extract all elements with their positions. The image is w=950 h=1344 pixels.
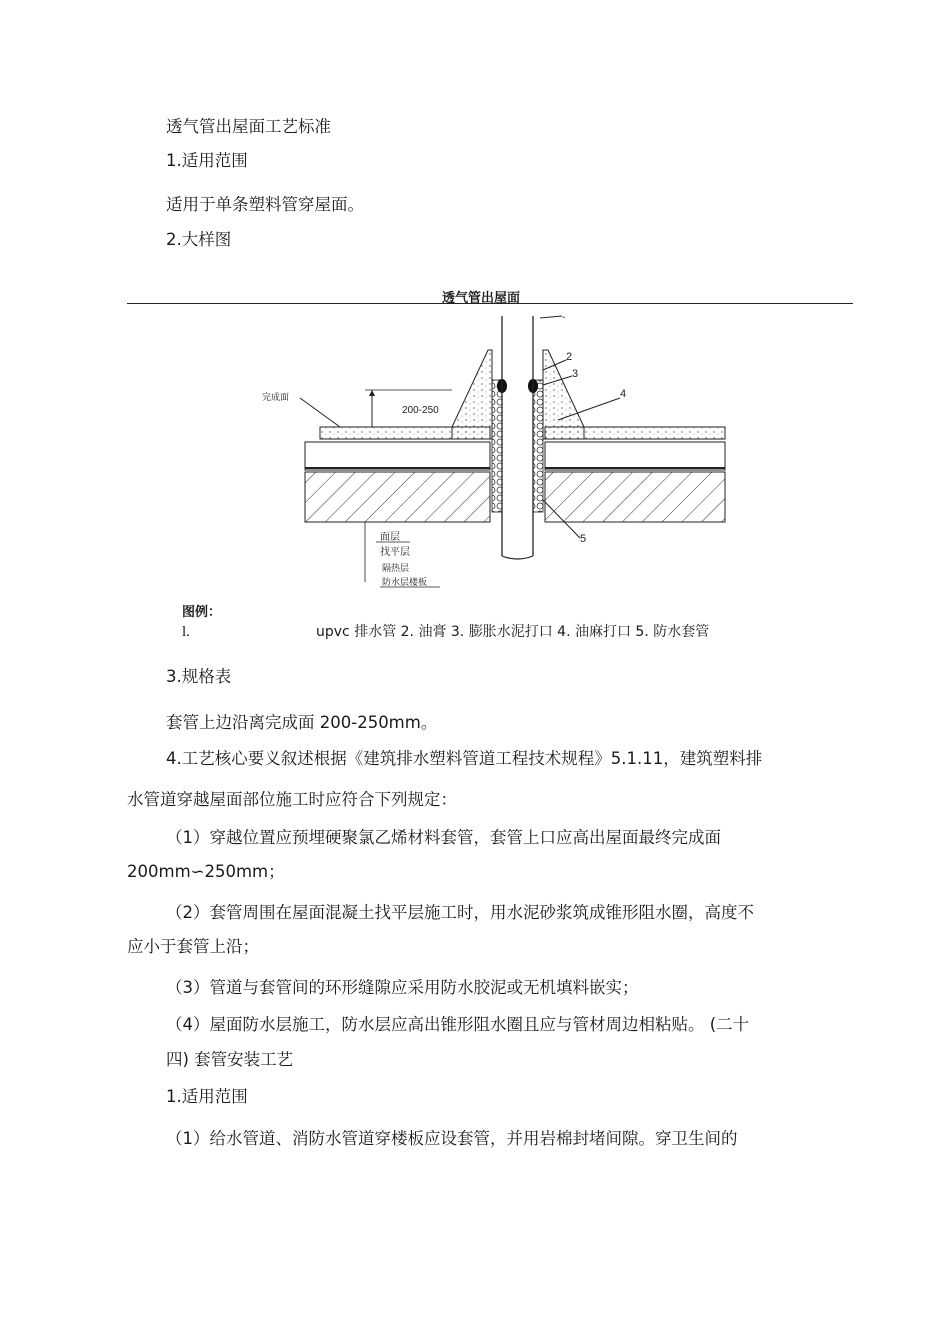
rule-4-line-1: （4）屋面防水层施工，防水层应高出锥形阻水圈且应与管材周边相粘贴。 (二十 xyxy=(166,1015,750,1034)
rule-3: （3）管道与套管间的环形缝隙应采用防水胶泥或无机填料嵌实； xyxy=(166,978,639,997)
rule-1-line-2: 200mm∽250mm； xyxy=(127,862,285,881)
legend-title: 图例： xyxy=(182,605,222,620)
core-paragraph-line-1: 4.工艺核心要义叙述根据《建筑排水塑料管道工程技术规程》5.1.11，建筑塑料排 xyxy=(166,749,763,768)
spec-text: 套管上边沿离完成面 200-250mm。 xyxy=(166,713,438,732)
scope-2-text: （1）给水管道、消防水管道穿楼板应设套管，并用岩棉封堵间隙。穿卫生间的 xyxy=(166,1129,738,1148)
insulation-layer-right xyxy=(545,442,725,470)
figure-rule xyxy=(127,303,853,304)
upvc-pipe xyxy=(502,316,533,559)
rule-2-line-1: （2）套管周围在屋面混凝土找平层施工时，用水泥砂浆筑成锥形阻水圈，高度不 xyxy=(166,903,754,922)
rule-4-line-2: 四) 套管安装工艺 xyxy=(166,1050,294,1069)
label-4: 4 xyxy=(620,388,627,400)
legend-number: l. xyxy=(182,624,190,640)
cone-ring-right xyxy=(543,350,584,439)
section-heading-scope: 1.适用范围 xyxy=(166,151,248,170)
core-paragraph-line-2: 水管道穿越屋面部位施工时应符合下列规定： xyxy=(127,790,457,809)
slab-left xyxy=(305,472,490,522)
leader-finish xyxy=(300,398,340,427)
sleeve-packing-left xyxy=(492,380,502,512)
rule-2-line-2: 应小于套管上沿； xyxy=(127,937,259,956)
dimension-label: 200-250 xyxy=(402,405,439,416)
label-insulation: 隔热层 xyxy=(382,563,410,573)
label-waterproof: 防水层楼板 xyxy=(382,577,428,587)
label-3: 3 xyxy=(572,368,579,380)
label-finish: 完成面 xyxy=(262,392,290,402)
sleeve-packing-right xyxy=(533,380,543,512)
section-heading-spec: 3.规格表 xyxy=(166,667,232,686)
legend-text: upvc 排水管 2. 油膏 3. 膨胀水泥打口 4. 油麻打口 5. 防水套管 xyxy=(316,624,710,640)
slab-right xyxy=(545,472,725,522)
section-heading-detail: 2.大样图 xyxy=(166,230,232,249)
insulation-layer-left xyxy=(305,442,490,470)
figure-title: 透气管出屋面 xyxy=(442,291,521,306)
doc-title: 透气管出屋面工艺标准 xyxy=(166,117,331,136)
scope-text: 适用于单条塑料管穿屋面。 xyxy=(166,195,364,214)
label-surface: 面层 xyxy=(380,532,400,543)
rule-1-line-1: （1）穿越位置应预埋硬聚氯乙烯材料套管，套管上口应高出屋面最终完成面 xyxy=(166,828,721,847)
label-5: 5 xyxy=(580,533,587,545)
vent-pipe-detail-drawing xyxy=(240,310,740,590)
label-leveling: 找平层 xyxy=(380,547,410,558)
cone-ring-left xyxy=(452,350,492,439)
label-2: 2 xyxy=(566,351,573,363)
section-heading-scope-2: 1.适用范围 xyxy=(166,1087,248,1106)
label-1: - xyxy=(562,312,566,323)
leader-1 xyxy=(540,316,562,318)
